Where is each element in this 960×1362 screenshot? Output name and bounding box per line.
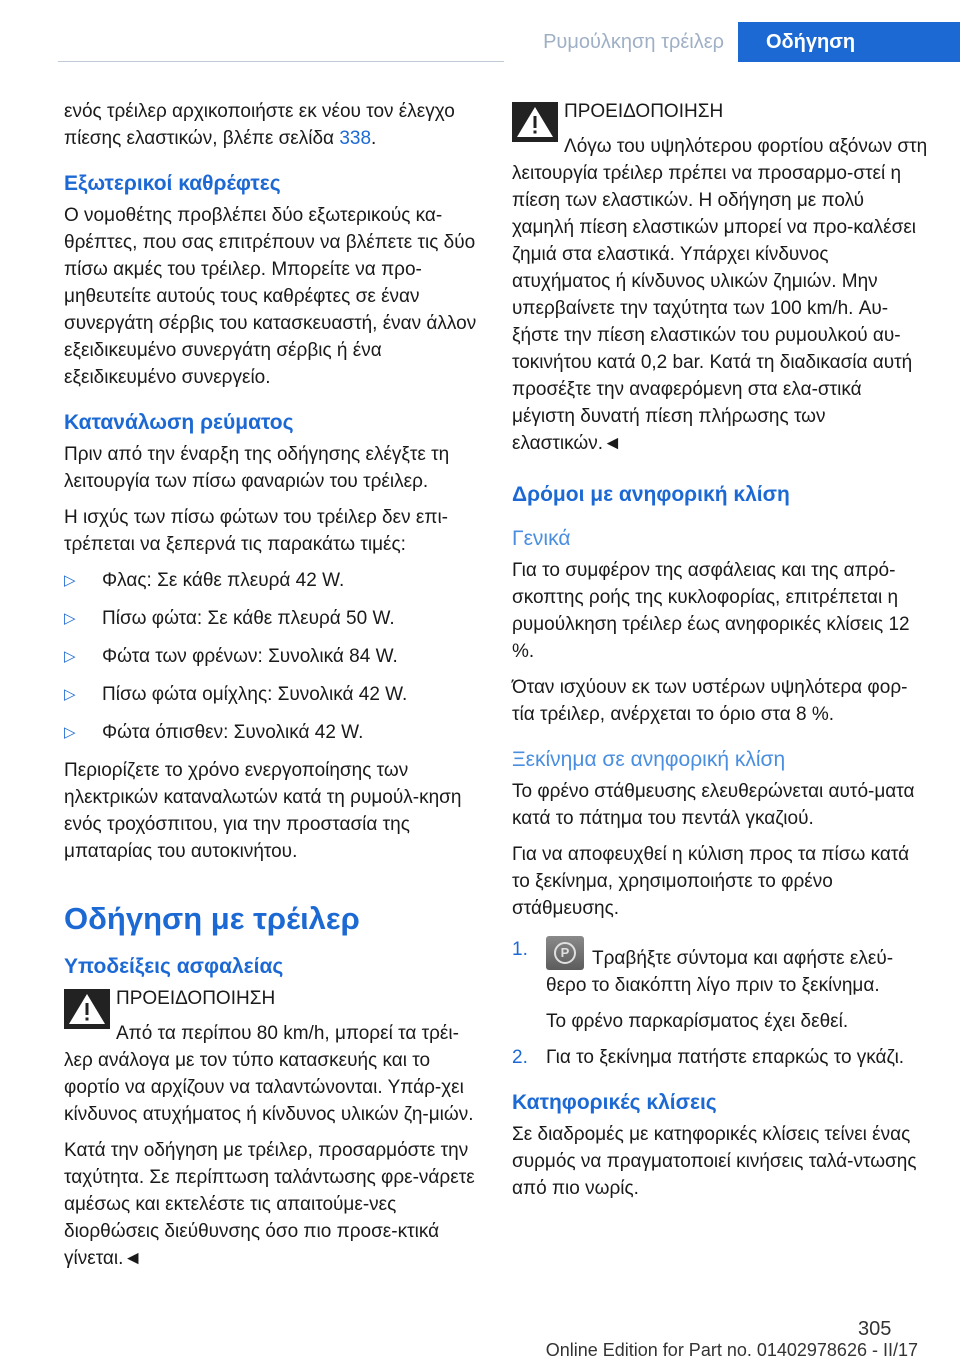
list-item: ▷ Φώτα των φρένων: Συνολικά 84 W. [64,643,484,670]
general-paragraph-2: Όταν ισχύουν εκ των υστέρων υψηλότερα φορ-τία τρέιλερ, ανέρχεται το όριο στα 8 %. [512,677,908,725]
page-number: 305 [858,1318,892,1340]
step-item: 2. Για το ξεκίνημα πατήστε επαρκώς το γκάζι. [512,1047,905,1068]
warning-text: Από τα περίπου 80 km/h, μπορεί τα τρέι-λερ ανάλογα με τον τύπο κατασκευής και το φορτίο να αρχίζουν να ταλαντώνονται. Υπάρ-χει κίνδυνος ατυχήματος ή κίνδυνος υλικών ζη-μιών. [64,1023,474,1125]
tab-driving-active[interactable]: Οδήγηση [738,22,960,62]
safety-text: Κατά την οδήγηση με τρέιλερ, προσαρμόστε την ταχύτητα. Σε περίπτωση ταλάντωσης φρε-νάρετε αμέσως και εκτελέστε τις απαιτούμε-νες διορθώσεις διεύθυνσης όσο πιο προσε-κτικά γίνεται.◄ [64,1140,475,1269]
power-paragraph-3: Περιορίζετε το χρόνο ενεργοποίησης των ηλεκτρικών καταναλωτών κατά τη ρυμούλ-κηση ενός τροχόσπιτου, για την προστασία της μπαταρίας του αυτοκινήτου. [64,760,462,862]
warning-box [512,98,928,457]
uphill-heading: Δρόμοι με ανηφορική κλίση [512,483,790,506]
downhill-text: Σε διαδρομές με κατηφορικές κλίσεις τείνει ένας συρμός να πραγματοποιεί κινήσεις ταλά-ντωσης από πιο νωρίς. [512,1124,917,1199]
warning-box [64,985,484,1128]
parking-brake-button-icon: P [546,936,584,970]
triangle-bullet-icon: ▷ [64,648,76,665]
mirrors-heading: Εξωτερικοί καθρέφτες [64,172,281,195]
edition-text: Online Edition for Part no. 01402978626 - II/17 [545,1340,918,1360]
warning-text: Λόγω του υψηλότερου φορτίου αξόνων στη λειτουργία τρέιλερ πρέπει να προσαρμο-στεί η πίεση των ελαστικών. Η οδήγηση με πολύ χαμηλή πίεση ελαστικών μπορεί να προ-καλέσει ζημιά στα ελαστικά. Υπάρχει κίνδυνος ατυχήματος ή κίνδυνος υλικών ζημιών. Μην υπερβαίνετε την ταχύτητα των 100 km/h. Αυ-ξήστε την πίεση ελαστικών του ρυμουλκού αυ-τοκινήτου κατά 0,2 bar. Κατά τη διαδικασία αυτή προσέξτε την αναφερόμενη στα ελα-στικά μέγιστη δυνατή πίεση πλήρωσης των ελαστικών.◄ [512,136,928,454]
general-heading: Γενικά [512,527,571,550]
hill-start-paragraph-2: Για να αποφευχθεί η κύλιση προς τα πίσω κατά το ξεκίνημα, χρησιμοποιήστε το φρένο στάθμευσης. [512,844,910,919]
power-heading: Κατανάλωση ρεύματος [64,411,294,434]
warning-label: ΠΡΟΕΙΔΟΠΟΙΗΣΗ [116,988,276,1009]
downhill-heading: Κατηφορικές κλίσεις [512,1091,717,1114]
right-column [512,98,928,1211]
hill-start-paragraph-1: Το φρένο στάθμευσης ελευθερώνεται αυτό-ματα κατά το πάτημα του πεντάλ γκαζιού. [512,781,915,829]
triangle-bullet-icon: ▷ [64,724,76,741]
warning-label: ΠΡΟΕΙΔΟΠΟΙΗΣΗ [564,101,724,122]
power-paragraph-1: Πριν από την έναρξη της οδήγησης ελέγξτε τη λειτουργία των πίσω φαναριών του τρέιλερ. [64,444,450,492]
hill-start-steps [512,936,928,1071]
triangle-bullet-icon: ▷ [64,572,76,589]
header-divider [58,61,504,62]
triangle-bullet-icon: ▷ [64,686,76,703]
warning-triangle-icon [512,102,558,142]
driving-with-trailer-heading: Οδήγηση με τρέιλερ [64,901,360,936]
tab-section-trailer[interactable]: Ρυμούλκηση τρέιλερ [543,31,724,53]
intro-text: ενός τρέιλερ αρχικοποιήστε εκ νέου τον έλεγχο πίεσης ελαστικών, βλέπε σελίδα [64,101,455,149]
left-column [64,98,484,1281]
page-header [0,0,960,62]
general-paragraph-1: Για το συμφέρον της ασφάλειας και της απρό-σκοπτης ροής της κυκλοφορίας, επιτρέπεται η ρυμούλκηση τρέιλερ έως ανηφορικές κλίσεις 12 %. [512,560,910,662]
list-item: ▷ Πίσω φώτα ομίχλης: Συνολικά 42 W. [64,681,484,708]
list-item: ▷ Φώτα όπισθεν: Συνολικά 42 W. [64,719,484,746]
step-note: Το φρένο παρκαρίσματος έχει δεθεί. [546,1011,849,1032]
power-paragraph-2: Η ισχύς των πίσω φώτων του τρέιλερ δεν επι-τρέπεται να ξεπερνά τις παρακάτω τιμές: [64,507,448,555]
intro-end: . [371,128,377,149]
mirrors-text: Ο νομοθέτης προβλέπει δύο εξωτερικούς κα-θρέπτες, που σας επιτρέπουν να βλέπετε τις δύο πίσω ακμές του τρέιλερ. Μπορείτε να προ-μηθευτείτε αυτούς τους καθρέφτες σε έναν συνεργάτη σέρβις του κατασκευαστή, έναν άλλον εξειδικευμένο συνεργάτη σέρβις ή ένα εξειδικευμένο συνεργείο. [64,205,477,388]
list-item: ▷ Φλας: Σε κάθε πλευρά 42 W. [64,567,484,594]
step-item: 1. P Τραβήξτε σύντομα και αφήστε ελεύ-θερο το διακόπτη λίγο πριν το ξεκίνημα. Το φρένο παρκαρίσματος έχει δεθεί. [512,936,928,1035]
warning-triangle-icon [64,989,110,1029]
safety-heading: Υποδείξεις ασφαλείας [64,955,284,978]
list-item: ▷ Πίσω φώτα: Σε κάθε πλευρά 50 W. [64,605,484,632]
page-reference-link[interactable]: 338 [339,128,372,149]
hill-start-heading: Ξεκίνημα σε ανηφορική κλίση [512,748,786,771]
triangle-bullet-icon: ▷ [64,610,76,627]
power-limits-list [64,567,484,746]
intro-paragraph [64,98,484,152]
